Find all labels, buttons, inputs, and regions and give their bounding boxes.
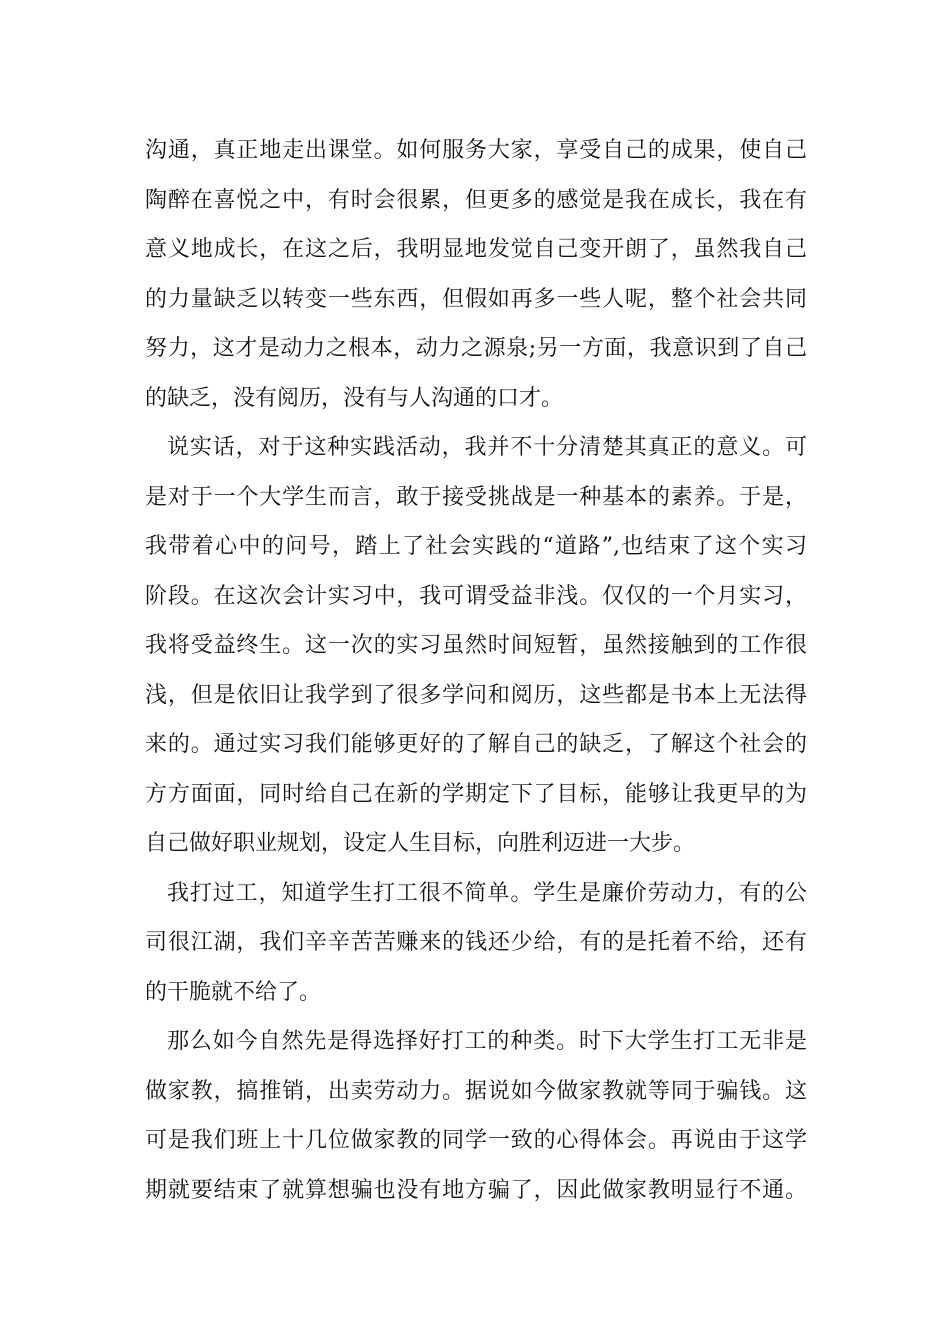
text-line: 司很江湖，我们辛辛苦苦赚来的钱还少给，有的是托着不给，还有: [145, 930, 807, 955]
text-line: 的力量缺乏以转变一些东西，但假如再多一些人呢，整个社会共同: [145, 286, 807, 312]
text-line: 来的。通过实习我们能够更好的了解自己的缺乏，了解这个社会的: [145, 732, 807, 757]
text-line: 浅，但是依旧让我学到了很多学问和阅历，这些都是书本上无法得: [145, 682, 807, 708]
paragraph: [145, 1017, 807, 1215]
paragraph: [145, 869, 807, 1018]
text-line: 方方面面，同时给自己在新的学期定下了目标，能够让我更早的为: [145, 781, 807, 807]
text-line: 说实话，对于这种实践活动，我并不十分清楚其真正的意义。可: [167, 435, 807, 460]
paragraph: [145, 126, 807, 423]
text-line: 是对于一个大学生而言，敢于接受挑战是一种基本的素养。于是，: [145, 484, 807, 510]
text-line: 自己做好职业规划，设定人生目标，向胜利迈进一大步。: [145, 831, 696, 856]
text-line: 那么如今自然先是得选择好打工的种类。时下大学生打工无非是: [167, 1029, 807, 1054]
text-line: 的缺乏，没有阅历，没有与人沟通的口才。: [145, 385, 564, 411]
text-line: 陶醉在喜悦之中，有时会很累，但更多的感觉是我在成长，我在有: [145, 187, 807, 213]
text-line: 意义地成长，在这之后，我明显地发觉自己变开朗了，虽然我自己: [145, 237, 807, 262]
text-line: 我打过工，知道学生打工很不简单。学生是廉价劳动力，有的公: [167, 880, 807, 906]
text-line: 我将受益终生。这一次的实习虽然时间短暂，虽然接触到的工作很: [145, 633, 807, 658]
text-line: 做家教，搞推销，出卖劳动力。据说如今做家教就等同于骗钱。这: [145, 1078, 807, 1104]
text-line: 我带着心中的问号，踏上了社会实践的“道路”,也结束了这个实习: [145, 534, 807, 559]
paragraph: [145, 423, 807, 869]
document-body: [145, 126, 807, 1215]
text-line: 可是我们班上十几位做家教的同学一致的心得体会。再说由于这学: [145, 1128, 807, 1153]
text-line: 阶段。在这次会计实习中，我可谓受益非浅。仅仅的一个月实习，: [145, 583, 807, 609]
text-line: 沟通，真正地走出课堂。如何服务大家，享受自己的成果，使自己: [145, 138, 807, 163]
text-line: 努力，这才是动力之根本，动力之源泉;另一方面，我意识到了自己: [145, 336, 807, 361]
text-line: 的干脆就不给了。: [145, 979, 322, 1005]
text-line: 期就要结束了就算想骗也没有地方骗了，因此做家教明显行不通。: [145, 1177, 807, 1203]
